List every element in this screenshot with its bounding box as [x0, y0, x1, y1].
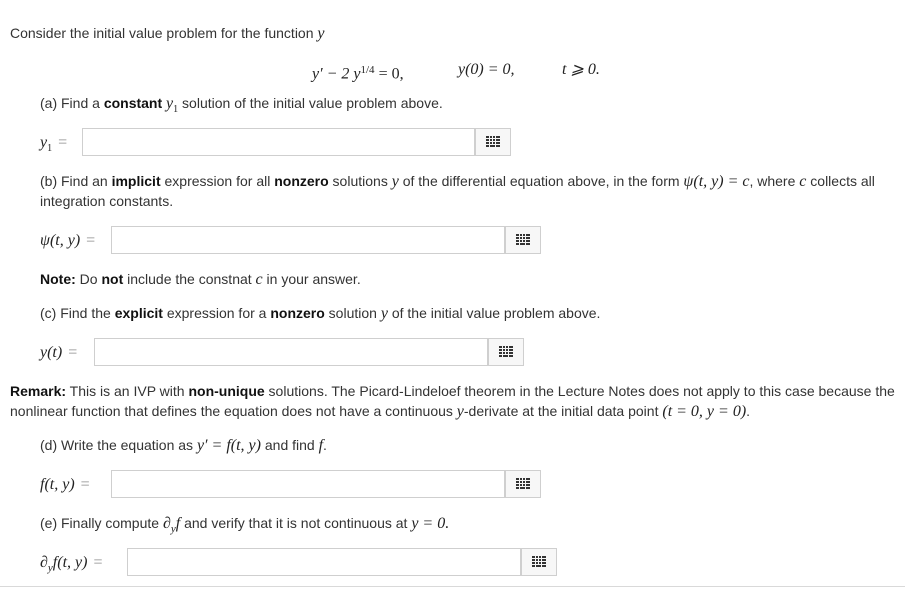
note-text	[40, 269, 361, 290]
psi-keypad-button[interactable]	[505, 226, 541, 254]
time-domain: t ⩾ 0.	[562, 61, 600, 78]
part-c-post: of the initial value problem above.	[387, 305, 601, 321]
part-e-op-sub: y	[170, 522, 176, 535]
remark-pre: This is an IVP with	[66, 383, 189, 399]
part-a-pre: (a) Find a	[40, 95, 104, 111]
equals-sign: =	[93, 554, 103, 571]
remark-var: y	[456, 403, 464, 420]
part-c-question	[40, 303, 600, 324]
part-c-pre: (c) Find the	[40, 305, 115, 321]
ivp-equation	[312, 59, 404, 86]
part-b-bold2: nonzero	[274, 173, 329, 189]
dyf-keypad-button[interactable]	[521, 548, 557, 576]
intro-text	[10, 23, 325, 44]
note-bold2: not	[101, 271, 124, 287]
part-a-post: solution of the initial value problem above.	[178, 95, 443, 111]
y1-keypad-button[interactable]	[475, 128, 511, 156]
part-e-cond: y = 0.	[411, 515, 450, 532]
part-c-bold2: nonzero	[270, 305, 325, 321]
equals-sign: =	[80, 476, 90, 493]
y1-label-var: y	[40, 134, 48, 151]
y-of-t-label-text: y(t)	[40, 344, 63, 361]
remark-line2	[10, 401, 750, 422]
part-b-mid2: solutions	[328, 173, 392, 189]
part-b-question-line2: integration constants.	[40, 193, 174, 209]
remark-point: (t = 0, y = 0)	[662, 403, 747, 420]
ode-lhs: y′ − 2 y	[312, 65, 361, 83]
ode-rhs: = 0,	[374, 65, 404, 83]
psi-answer-field[interactable]	[111, 226, 505, 254]
part-e-f: f	[175, 515, 181, 532]
equals-sign: =	[58, 134, 68, 151]
part-e-pre: (e) Finally compute	[40, 515, 163, 531]
part-d-post: .	[323, 437, 327, 453]
f-label	[40, 470, 90, 498]
y1-answer-field[interactable]	[82, 128, 475, 156]
ode-exponent: 1/4	[360, 64, 375, 76]
psi-label	[40, 226, 95, 254]
note-post: in your answer.	[262, 271, 361, 287]
part-b-question	[40, 171, 900, 192]
psi-label-text: ψ(t, y)	[40, 232, 81, 249]
remark-bold: Remark:	[10, 383, 67, 399]
keypad-grid-icon	[486, 136, 500, 148]
remark-post1: solutions. The Picard-Lindeloef theorem in the Lecture Notes does not apply to this case because the	[264, 383, 895, 399]
part-c-mid1: expression for a	[162, 305, 271, 321]
note-pre: Do	[75, 271, 102, 287]
dyf-answer-field[interactable]	[127, 548, 521, 576]
initial-condition: y(0) = 0,	[458, 61, 515, 78]
y1-label	[40, 128, 67, 156]
part-b-mid3: of the differential equation above, in the form	[398, 173, 684, 189]
remark-line2-mid: -derivate at the initial data point	[463, 403, 663, 419]
part-d-question	[40, 435, 327, 456]
f-keypad-button[interactable]	[505, 470, 541, 498]
part-e-question	[40, 513, 449, 539]
part-b-var: y	[391, 173, 399, 190]
remark-line2-pre: nonlinear function that defines the equation does not have a continuous	[10, 403, 457, 419]
dyf-label-text: f(t, y)	[52, 554, 88, 571]
note-mid: include the constnat	[123, 271, 256, 287]
part-e-mid: and verify that it is not continuous at	[180, 515, 412, 531]
y-of-t-keypad-button[interactable]	[488, 338, 524, 366]
remark-line1	[10, 381, 895, 401]
remark-bold2: non-unique	[188, 383, 265, 399]
bottom-divider	[0, 586, 905, 587]
dyf-label-sub: y	[47, 561, 53, 574]
equals-sign: =	[86, 232, 96, 249]
part-c-mid2: solution	[324, 305, 381, 321]
part-d-eq: y′ = f(t, y)	[196, 437, 261, 454]
f-answer-field[interactable]	[111, 470, 505, 498]
part-e-op: ∂	[162, 515, 171, 532]
part-a-var: y	[166, 95, 174, 112]
note-bold: Note:	[40, 271, 76, 287]
note-c: c	[255, 271, 263, 288]
y-of-t-answer-field[interactable]	[94, 338, 488, 366]
part-c-bold1: explicit	[114, 305, 163, 321]
part-a-bold: constant	[103, 95, 163, 111]
dyf-label-op: ∂	[40, 554, 48, 571]
intro-variable: y	[317, 25, 325, 42]
part-d-f: f	[318, 437, 324, 454]
part-b-mid4: , where	[749, 173, 800, 189]
keypad-grid-icon	[532, 556, 546, 568]
part-b-post: collects all	[806, 173, 875, 189]
y1-label-sub: 1	[47, 142, 53, 154]
part-b-form: ψ(t, y) = c	[683, 173, 750, 190]
f-label-text: f(t, y)	[40, 476, 75, 493]
keypad-grid-icon	[516, 234, 530, 246]
part-d-mid: and find	[260, 437, 319, 453]
equals-sign: =	[68, 344, 78, 361]
remark-line2-post: .	[746, 403, 751, 419]
part-a-sub: 1	[173, 103, 179, 115]
part-a-question	[40, 93, 443, 120]
part-b-mid1: expression for all	[160, 173, 275, 189]
keypad-grid-icon	[516, 478, 530, 490]
part-c-var: y	[380, 305, 388, 322]
part-b-pre: (b) Find an	[40, 173, 112, 189]
keypad-grid-icon	[499, 346, 513, 358]
dyf-label	[40, 548, 102, 576]
intro-label: Consider the initial value problem for the function	[10, 25, 314, 41]
y-of-t-label	[40, 338, 77, 366]
part-b-bold1: implicit	[111, 173, 161, 189]
part-b-c: c	[799, 173, 807, 190]
part-d-pre: (d) Write the equation as	[40, 437, 197, 453]
